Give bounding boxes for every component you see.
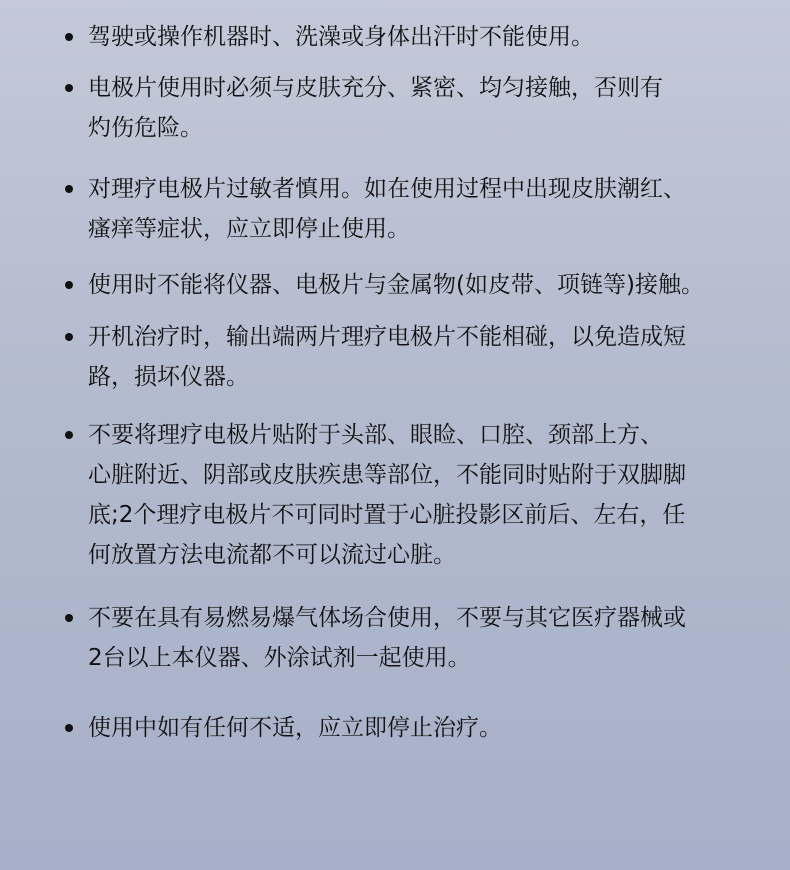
warning-line: 驾驶或操作机器时、洗澡或身体出汗时不能使用。 [88, 24, 594, 50]
warning-item-1 [88, 17, 753, 57]
bullet-dot [65, 33, 73, 41]
warning-line: 不要在具有易燃易爆气体场合使用，不要与其它医疗器械或 [88, 605, 686, 631]
warning-item-7 [88, 598, 753, 678]
warning-item-8 [88, 708, 753, 748]
warning-text [88, 265, 753, 305]
warning-line: 使用中如有任何不适，应立即停止治疗。 [88, 715, 502, 741]
warning-item-5 [88, 317, 753, 397]
warning-line: 灼伤危险。 [88, 115, 203, 141]
warning-line: 心脏附近、阴部或皮肤疾患等部位，不能同时贴附于双脚脚 [88, 462, 686, 488]
bullet-dot [65, 724, 73, 732]
warning-line: 不要将理疗电极片贴附于头部、眼睑、口腔、颈部上方、 [88, 422, 663, 448]
warning-text [88, 415, 753, 575]
warning-text [88, 317, 753, 397]
bullet-dot [65, 614, 73, 622]
bullet-dot [65, 84, 73, 92]
bullet-dot [65, 281, 73, 289]
warning-item-3 [88, 169, 753, 249]
warning-line: 瘙痒等症状，应立即停止使用。 [88, 216, 410, 242]
warning-line: 电极片使用时必须与皮肤充分、紧密、均匀接触，否则有 [88, 75, 663, 101]
bullet-dot [65, 333, 73, 341]
warning-item-2 [88, 68, 753, 148]
warning-text [88, 598, 753, 678]
warning-text [88, 68, 753, 148]
warning-item-4 [88, 265, 753, 305]
warning-line: 开机治疗时，输出端两片理疗电极片不能相碰，以免造成短 [88, 324, 686, 350]
bullet-dot [65, 431, 73, 439]
warning-line: 对理疗电极片过敏者慎用。如在使用过程中出现皮肤潮红、 [88, 176, 686, 202]
warning-text [88, 708, 753, 748]
warning-text [88, 17, 753, 57]
warning-line: 使用时不能将仪器、电极片与金属物(如皮带、项链等)接触。 [88, 272, 704, 298]
bullet-dot [65, 185, 73, 193]
warning-text [88, 169, 753, 249]
warning-line: 路，损坏仪器。 [88, 364, 249, 390]
warning-item-6 [88, 415, 753, 575]
warning-line: 何放置方法电流都不可以流过心脏。 [88, 542, 456, 568]
warning-line: 底;2个理疗电极片不可同时置于心脏投影区前后、左右，任 [88, 502, 686, 528]
warning-line: 2台以上本仪器、外涂试剂一起使用。 [88, 645, 471, 671]
